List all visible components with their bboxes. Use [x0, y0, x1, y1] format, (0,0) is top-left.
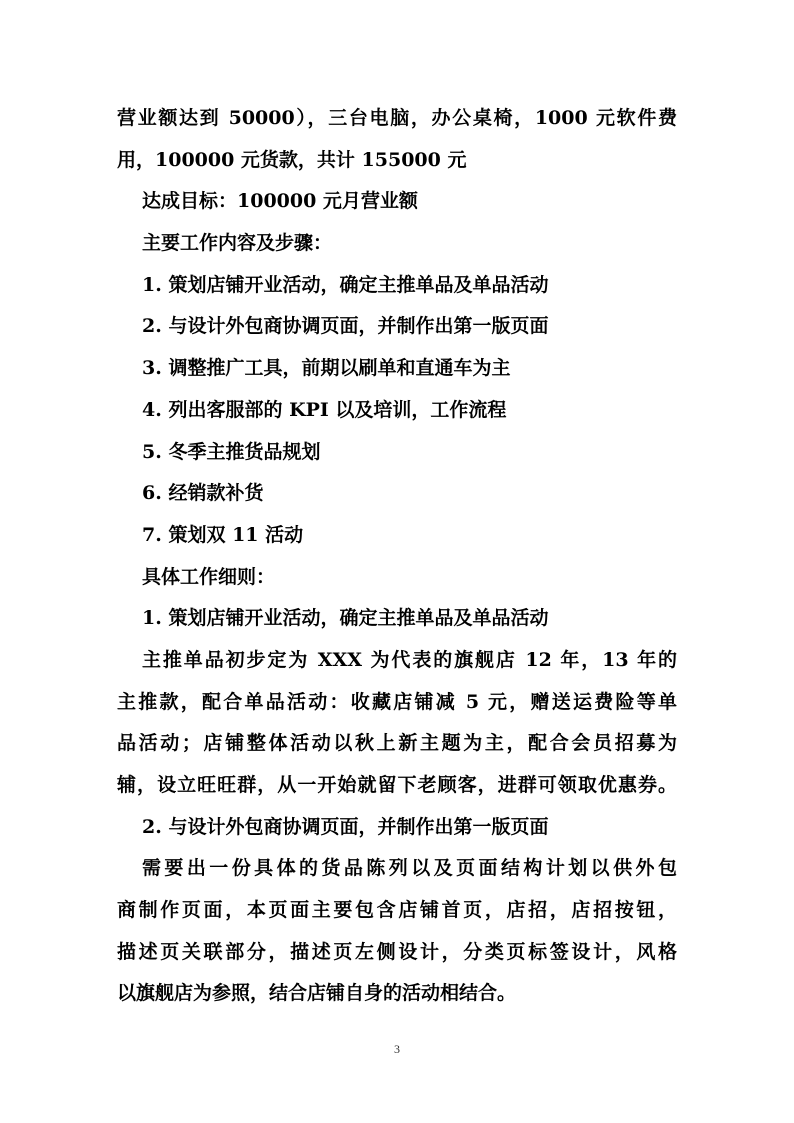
body-text	[117, 98, 677, 1015]
subsection-heading: 2. 与设计外包商协调页面，并制作出第一版页面	[142, 815, 549, 838]
paragraph-line: 品活动；店铺整体活动以秋上新主题为主，配合会员招募为	[117, 732, 677, 755]
target-line: 达成目标：100000 元月营业额	[142, 190, 418, 213]
paragraph-line: 主推款，配合单品活动：收藏店铺减 5 元，赠送运费险等单	[117, 690, 677, 713]
list-item: 3. 调整推广工具，前期以刷单和直通车为主	[142, 357, 511, 380]
paragraph-line: 需要出一份具体的货品陈列以及页面结构计划以供外包	[142, 857, 677, 880]
paragraph-line: 辅，设立旺旺群，从一开始就留下老顾客，进群可领取优惠券。	[117, 774, 677, 796]
paragraph-line: 用，100000 元货款，共计 155000 元	[117, 148, 467, 171]
page-number: 3	[394, 1042, 400, 1056]
subsection-heading: 1. 策划店铺开业活动，确定主推单品及单品活动	[142, 607, 549, 630]
list-item: 2. 与设计外包商协调页面，并制作出第一版页面	[142, 315, 549, 338]
paragraph-line: 以旗舰店为参照，结合店铺自身的活动相结合。	[117, 982, 517, 1005]
section-heading: 具体工作细则：	[142, 565, 276, 588]
paragraph-line: 商制作页面，本页面主要包含店铺首页，店招，店招按钮，	[117, 899, 677, 922]
list-item: 1. 策划店铺开业活动，确定主推单品及单品活动	[142, 273, 549, 296]
list-item: 6. 经销款补货	[142, 482, 264, 505]
list-item: 4. 列出客服部的 KPI 以及培训，工作流程	[142, 398, 507, 421]
paragraph-line: 营业额达到 50000），三台电脑，办公桌椅，1000 元软件费	[117, 107, 677, 129]
section-heading: 主要工作内容及步骤：	[142, 232, 333, 255]
list-item: 7. 策划双 11 活动	[142, 523, 304, 546]
paragraph-line: 主推单品初步定为 XXX 为代表的旗舰店 12 年，13 年的	[142, 648, 677, 671]
list-item: 5. 冬季主推货品规划	[142, 440, 321, 463]
paragraph-line: 描述页关联部分，描述页左侧设计，分类页标签设计，风格	[117, 940, 677, 963]
